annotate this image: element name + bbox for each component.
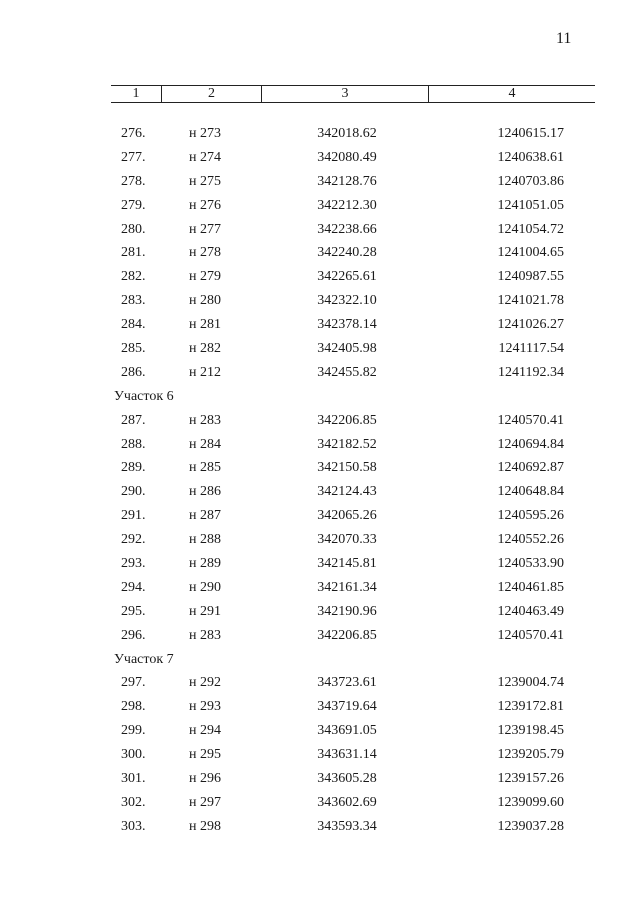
row-index: 297. <box>121 675 146 691</box>
y-coordinate: 1241004.65 <box>497 245 564 261</box>
point-id: н 273 <box>189 126 221 141</box>
y-coordinate: 1240595.26 <box>497 508 564 524</box>
x-coordinate: 342206.85 <box>317 627 377 643</box>
row-index: 280. <box>121 221 146 237</box>
row-index: 286. <box>121 364 146 380</box>
y-coordinate: 1240638.61 <box>497 149 564 165</box>
y-coordinate: 1240570.41 <box>497 412 564 428</box>
x-coordinate: 343723.61 <box>317 675 377 691</box>
x-coordinate: 342238.66 <box>317 221 377 237</box>
row-index: 292. <box>121 532 146 548</box>
x-coordinate: 342150.58 <box>317 460 377 476</box>
row-index: 295. <box>121 603 146 619</box>
y-coordinate: 1241051.05 <box>497 197 564 213</box>
y-coordinate: 1241192.34 <box>498 364 564 380</box>
x-coordinate: 343691.05 <box>317 723 377 739</box>
table-row <box>0 719 639 743</box>
header-col-1: 1 <box>111 86 162 102</box>
point-id: н 288 <box>189 532 221 548</box>
row-index: 278. <box>121 173 146 189</box>
table-row <box>0 624 639 648</box>
point-id: н 285 <box>189 460 221 476</box>
row-index: 285. <box>121 341 146 357</box>
section-label: Участок 6 <box>114 388 174 404</box>
point-id: н 279 <box>189 269 221 285</box>
point-id: н 298 <box>189 818 221 834</box>
x-coordinate: 342124.43 <box>317 484 377 500</box>
y-coordinate: 1240463.49 <box>497 603 564 619</box>
point-id: н 274 <box>189 149 221 165</box>
point-id: н 212 <box>189 364 221 380</box>
row-index: 290. <box>121 484 146 500</box>
y-coordinate: 1239157.26 <box>497 771 564 787</box>
row-index: 298. <box>121 699 146 715</box>
table-row <box>0 194 639 218</box>
row-index: 276. <box>121 126 146 141</box>
section-label: Участок 7 <box>114 651 174 667</box>
point-id: н 290 <box>189 579 221 595</box>
x-coordinate: 343719.64 <box>317 699 377 715</box>
x-coordinate: 342128.76 <box>317 173 377 189</box>
table-row <box>0 600 639 624</box>
table-row <box>0 265 639 289</box>
row-index: 293. <box>121 556 146 572</box>
table-header <box>111 85 595 103</box>
x-coordinate: 342080.49 <box>317 149 377 165</box>
table-row <box>0 695 639 719</box>
y-coordinate: 1241021.78 <box>497 293 564 309</box>
x-coordinate: 342161.34 <box>317 579 377 595</box>
coordinate-table-body <box>0 122 639 839</box>
row-index: 296. <box>121 627 146 643</box>
x-coordinate: 342322.10 <box>317 293 377 309</box>
table-row <box>0 815 639 839</box>
header-col-2: 2 <box>162 86 262 102</box>
y-coordinate: 1239004.74 <box>497 675 564 691</box>
table-row <box>0 409 639 433</box>
y-coordinate: 1241026.27 <box>497 317 564 333</box>
y-coordinate: 1240570.41 <box>497 627 564 643</box>
x-coordinate: 342455.82 <box>317 364 377 380</box>
table-row <box>0 337 639 361</box>
x-coordinate: 342070.33 <box>317 532 377 548</box>
point-id: н 287 <box>189 508 221 524</box>
y-coordinate: 1240692.87 <box>497 460 564 476</box>
row-index: 288. <box>121 436 146 452</box>
point-id: н 295 <box>189 747 221 763</box>
y-coordinate: 1240987.55 <box>497 269 564 285</box>
x-coordinate: 342065.26 <box>317 508 377 524</box>
x-coordinate: 343631.14 <box>317 747 377 763</box>
point-id: н 275 <box>189 173 221 189</box>
point-id: н 277 <box>189 221 221 237</box>
x-coordinate: 343602.69 <box>317 794 377 810</box>
row-index: 282. <box>121 269 146 285</box>
y-coordinate: 1240615.17 <box>497 126 564 141</box>
table-row <box>0 671 639 695</box>
table-row <box>0 528 639 552</box>
y-coordinate: 1240461.85 <box>497 579 564 595</box>
table-row <box>0 218 639 242</box>
table-row <box>0 552 639 576</box>
point-id: н 280 <box>189 293 221 309</box>
y-coordinate: 1239037.28 <box>497 818 564 834</box>
table-row <box>0 791 639 815</box>
point-id: н 286 <box>189 484 221 500</box>
point-id: н 283 <box>189 412 221 428</box>
y-coordinate: 1241054.72 <box>497 221 564 237</box>
point-id: н 296 <box>189 771 221 787</box>
x-coordinate: 342206.85 <box>317 412 377 428</box>
y-coordinate: 1239099.60 <box>497 794 564 810</box>
x-coordinate: 342265.61 <box>317 269 377 285</box>
row-index: 277. <box>121 149 146 165</box>
y-coordinate: 1239205.79 <box>497 747 564 763</box>
x-coordinate: 342378.14 <box>317 317 377 333</box>
x-coordinate: 342240.28 <box>317 245 377 261</box>
point-id: н 282 <box>189 341 221 357</box>
point-id: н 293 <box>189 699 221 715</box>
section-heading <box>0 385 639 409</box>
table-row <box>0 313 639 337</box>
table-row <box>0 456 639 480</box>
row-index: 303. <box>121 818 146 834</box>
point-id: н 292 <box>189 675 221 691</box>
point-id: н 291 <box>189 603 221 619</box>
row-index: 302. <box>121 794 146 810</box>
table-row <box>0 361 639 385</box>
table-row <box>0 504 639 528</box>
table-row <box>0 767 639 791</box>
table-row <box>0 241 639 265</box>
x-coordinate: 342182.52 <box>317 436 377 452</box>
table-row <box>0 170 639 194</box>
row-index: 301. <box>121 771 146 787</box>
row-index: 283. <box>121 293 146 309</box>
x-coordinate: 342190.96 <box>317 603 377 619</box>
point-id: н 278 <box>189 245 221 261</box>
point-id: н 281 <box>189 317 221 333</box>
y-coordinate: 1240552.26 <box>497 532 564 548</box>
y-coordinate: 1239172.81 <box>497 699 564 715</box>
table-row <box>0 146 639 170</box>
point-id: н 284 <box>189 436 221 452</box>
y-coordinate: 1241117.54 <box>498 341 564 357</box>
y-coordinate: 1240703.86 <box>497 173 564 189</box>
row-index: 300. <box>121 747 146 763</box>
x-coordinate: 343593.34 <box>317 818 377 834</box>
row-index: 287. <box>121 412 146 428</box>
x-coordinate: 342405.98 <box>317 341 377 357</box>
row-index: 289. <box>121 460 146 476</box>
x-coordinate: 343605.28 <box>317 771 377 787</box>
table-row <box>0 433 639 457</box>
header-col-4: 4 <box>508 86 516 101</box>
y-coordinate: 1240648.84 <box>497 484 564 500</box>
section-heading <box>0 648 639 672</box>
table-row <box>0 576 639 600</box>
row-index: 291. <box>121 508 146 524</box>
x-coordinate: 342212.30 <box>317 197 377 213</box>
x-coordinate: 342145.81 <box>317 556 377 572</box>
x-coordinate: 342018.62 <box>317 126 377 141</box>
row-index: 284. <box>121 317 146 333</box>
row-index: 279. <box>121 197 146 213</box>
point-id: н 276 <box>189 197 221 213</box>
y-coordinate: 1239198.45 <box>497 723 564 739</box>
point-id: н 289 <box>189 556 221 572</box>
point-id: н 294 <box>189 723 221 739</box>
table-row <box>0 289 639 313</box>
page-number: 11 <box>556 30 572 47</box>
point-id: н 283 <box>189 627 221 643</box>
table-row <box>0 122 639 146</box>
row-index: 281. <box>121 245 146 261</box>
table-row <box>0 480 639 504</box>
point-id: н 297 <box>189 794 221 810</box>
y-coordinate: 1240694.84 <box>497 436 564 452</box>
row-index: 299. <box>121 723 146 739</box>
row-index: 294. <box>121 579 146 595</box>
header-col-3: 3 <box>262 86 429 102</box>
y-coordinate: 1240533.90 <box>497 556 564 572</box>
table-row <box>0 743 639 767</box>
